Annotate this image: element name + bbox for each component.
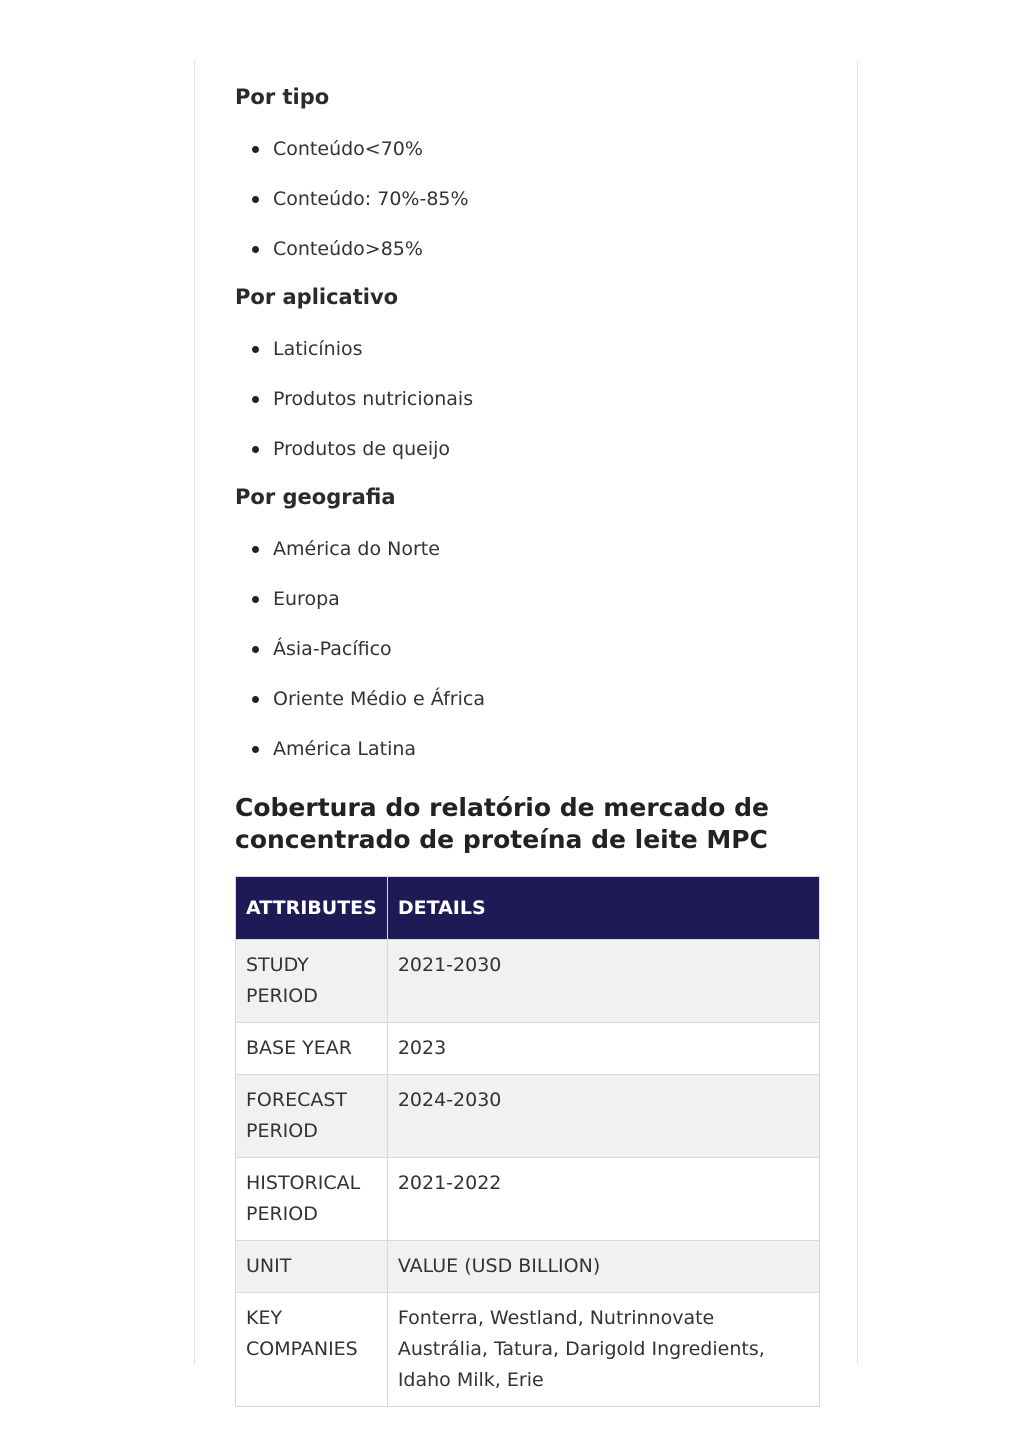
attribute-cell: KEY COMPANIES <box>236 1293 388 1407</box>
segment-heading: Por geografia <box>235 485 396 509</box>
segment-list <box>235 124 820 274</box>
list-item: Conteúdo>85% <box>235 224 820 274</box>
segment-heading: Por aplicativo <box>235 285 399 309</box>
details-cell: Fonterra, Westland, Nutrinnovate Austrália, Tatura, Darigold Ingredients, Idaho Milk, Erie <box>387 1293 819 1407</box>
segment-list <box>235 324 820 474</box>
table-row <box>236 940 820 1023</box>
segment-by-application <box>235 282 820 474</box>
table-row <box>236 1293 820 1407</box>
attribute-cell: BASE YEAR <box>236 1023 388 1075</box>
segment-by-type <box>235 82 820 274</box>
attribute-cell: UNIT <box>236 1241 388 1293</box>
table-row <box>236 1241 820 1293</box>
attribute-cell: STUDY PERIOD <box>236 940 388 1023</box>
table-header-row <box>236 877 820 940</box>
list-item: Produtos de queijo <box>235 424 820 474</box>
column-header-details: DETAILS <box>387 877 819 940</box>
list-item: Conteúdo: 70%-85% <box>235 174 820 224</box>
details-cell: 2021-2022 <box>387 1158 819 1241</box>
segment-list <box>235 524 820 774</box>
list-item: Produtos nutricionais <box>235 374 820 424</box>
list-item: Oriente Médio e África <box>235 674 820 724</box>
list-item: Laticínios <box>235 324 820 374</box>
report-coverage-table <box>235 876 820 1407</box>
list-item: América Latina <box>235 724 820 774</box>
table-row <box>236 1075 820 1158</box>
list-item: Conteúdo<70% <box>235 124 820 174</box>
attribute-cell: HISTORICAL PERIOD <box>236 1158 388 1241</box>
list-item: Ásia-Pacífico <box>235 624 820 674</box>
table-row <box>236 1158 820 1241</box>
report-coverage-title: Cobertura do relatório de mercado de concentrado de proteína de leite MPC <box>235 793 769 854</box>
column-header-attributes: ATTRIBUTES <box>236 877 388 940</box>
list-item: América do Norte <box>235 524 820 574</box>
table-row <box>236 1023 820 1075</box>
list-item: Europa <box>235 574 820 624</box>
article-content <box>235 82 820 1407</box>
attribute-cell: FORECAST PERIOD <box>236 1075 388 1158</box>
details-cell: 2024-2030 <box>387 1075 819 1158</box>
segment-by-geography <box>235 482 820 774</box>
details-cell: 2023 <box>387 1023 819 1075</box>
page-card <box>194 60 858 1391</box>
details-cell: 2021-2030 <box>387 940 819 1023</box>
segment-heading: Por tipo <box>235 85 330 109</box>
details-cell: VALUE (USD BILLION) <box>387 1241 819 1293</box>
